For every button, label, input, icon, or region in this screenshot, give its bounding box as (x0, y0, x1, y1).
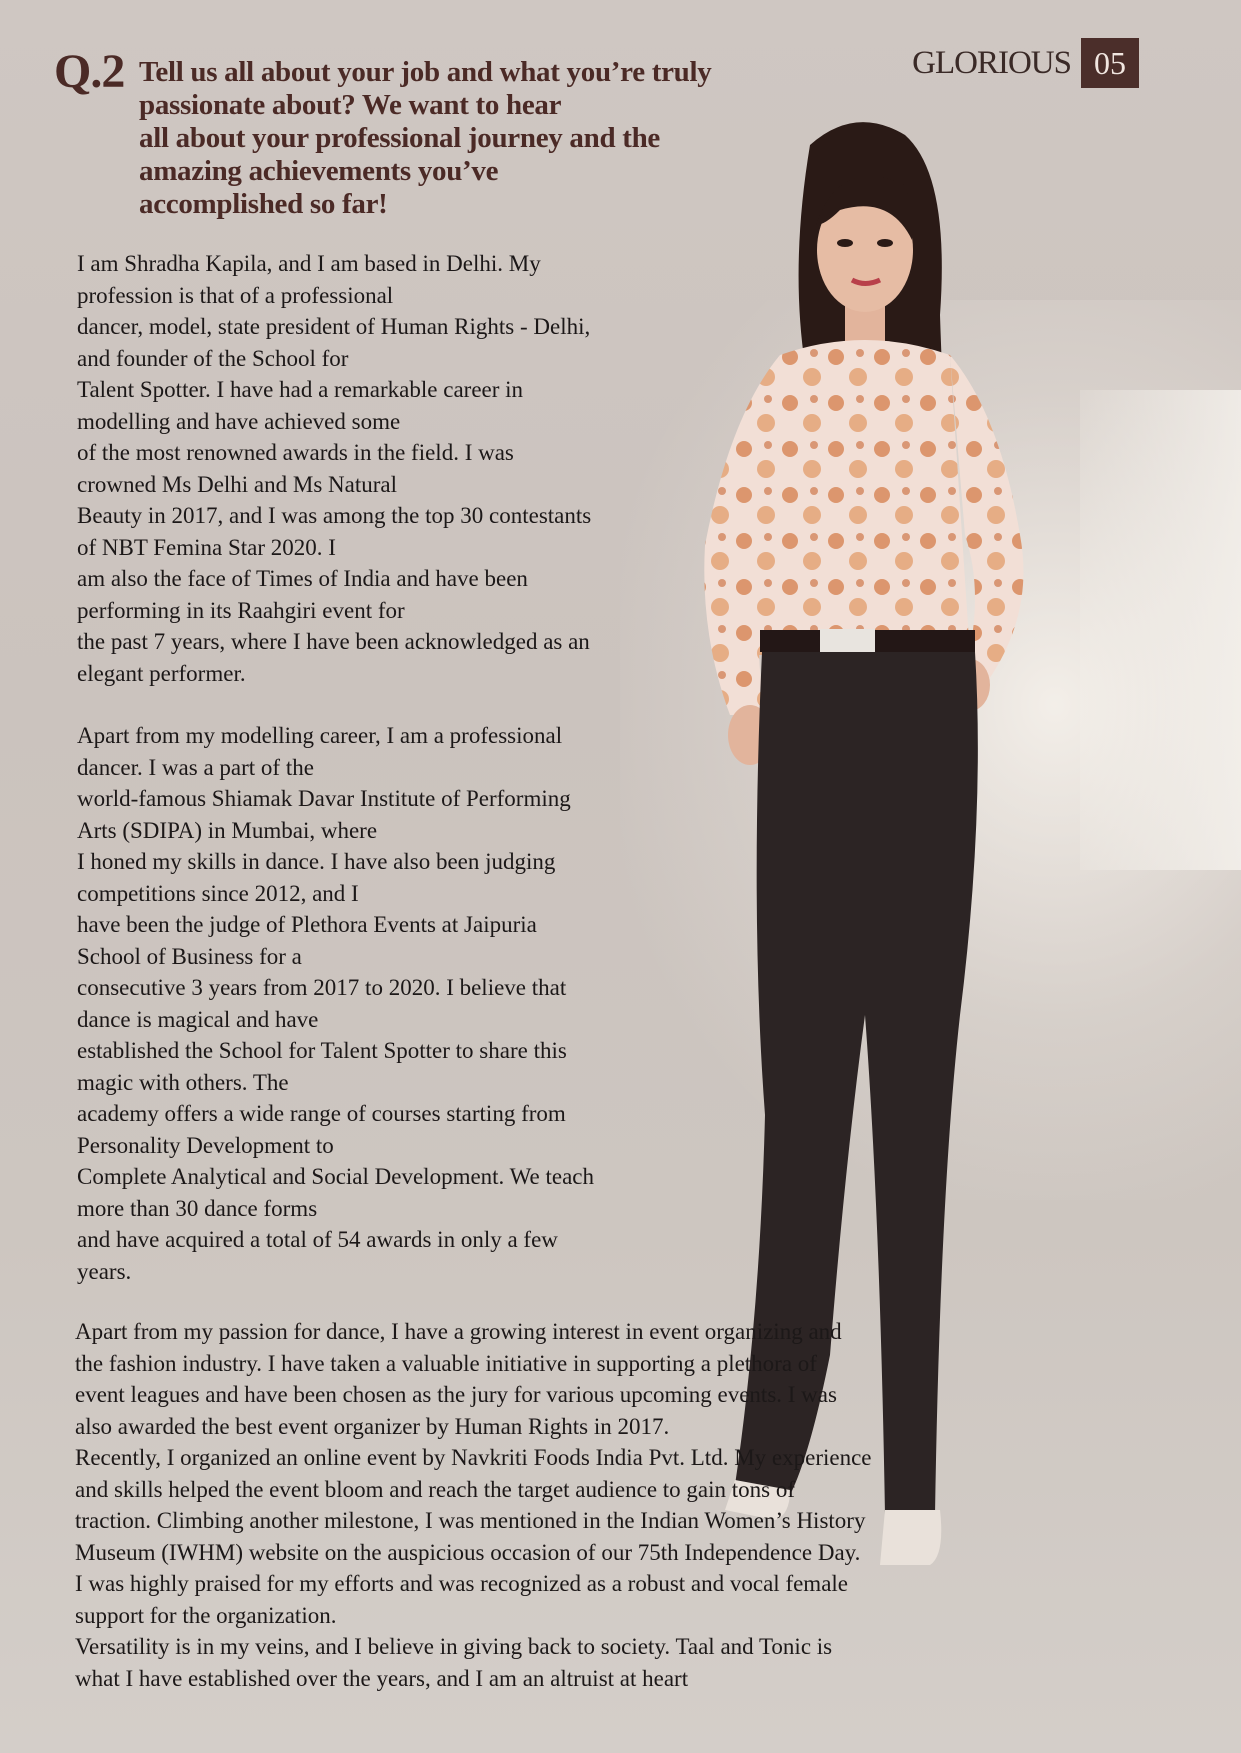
answer-paragraph-3: Apart from my passion for dance, I have a growing interest in event organizing and the fashion industry. I have taken a valuable initiative in supporting a plethora of event leagues and have been chosen as the jury for various upcoming events. I was also awarded the best event organizer by Human Rights in 2017. Recently, I organized an online event by Navkriti Foods India Pvt. Ltd. My experience and skills helped the event bloom and reach the target audience to gain tons of traction. Climbing another milestone, I was mentioned in the Indian Women’s History Museum (IWHM) website on the auspicious occasion of our 75th Independence Day. I was highly praised for my efforts and was recognized as a robust and vocal female support for the organization. Versatility is in my veins, and I believe in giving back to society. Taal and Tonic is what I have established over the years, and I am an altruist at heart (75, 1319, 872, 1691)
answer-paragraph-2: Apart from my modelling career, I am a professional dancer. I was a part of the world-famous Shiamak Davar Institute of Performing Arts (SDIPA) in Mumbai, where I honed my skills in dance. I have also been judging competitions since 2012, and I have been the judge of Plethora Events at Jaipuria School of Business for a consecutive 3 years from 2017 to 2020. I believe that dance is magical and have established the School for Talent Spotter to share this magic with others. The academy offers a wide range of courses starting from Personality Development to Complete Analytical and Social Development. We teach more than 30 dance forms and have acquired a total of 54 awards in only a few years. (77, 723, 594, 1284)
answer-paragraph-1: I am Shradha Kapila, and I am based in Delhi. My profession is that of a professional dancer, model, state president of Human Rights - Delhi, and founder of the School for Talent Spotter. I have had a remarkable career in modelling and have achieved some of the most renowned awards in the field. I was crowned Ms Delhi and Ms Natural Beauty in 2017, and I was among the top 30 contestants of NBT Femina Star 2020. I am also the face of Times of India and have been performing in its Raahgiri event for the past 7 years, where I have been acknowledged as an elegant performer. (77, 251, 592, 686)
brand-logo: GLORIOUS (912, 45, 1071, 81)
masthead (912, 38, 1139, 88)
question-heading: Tell us all about your job and what you’re truly passionate about? We want to hear all about your professional journey and the amazing achievements you’ve accomplished so far! (139, 56, 712, 220)
page-number-badge: 05 (1081, 38, 1139, 88)
question-number: Q.2 (54, 45, 125, 98)
